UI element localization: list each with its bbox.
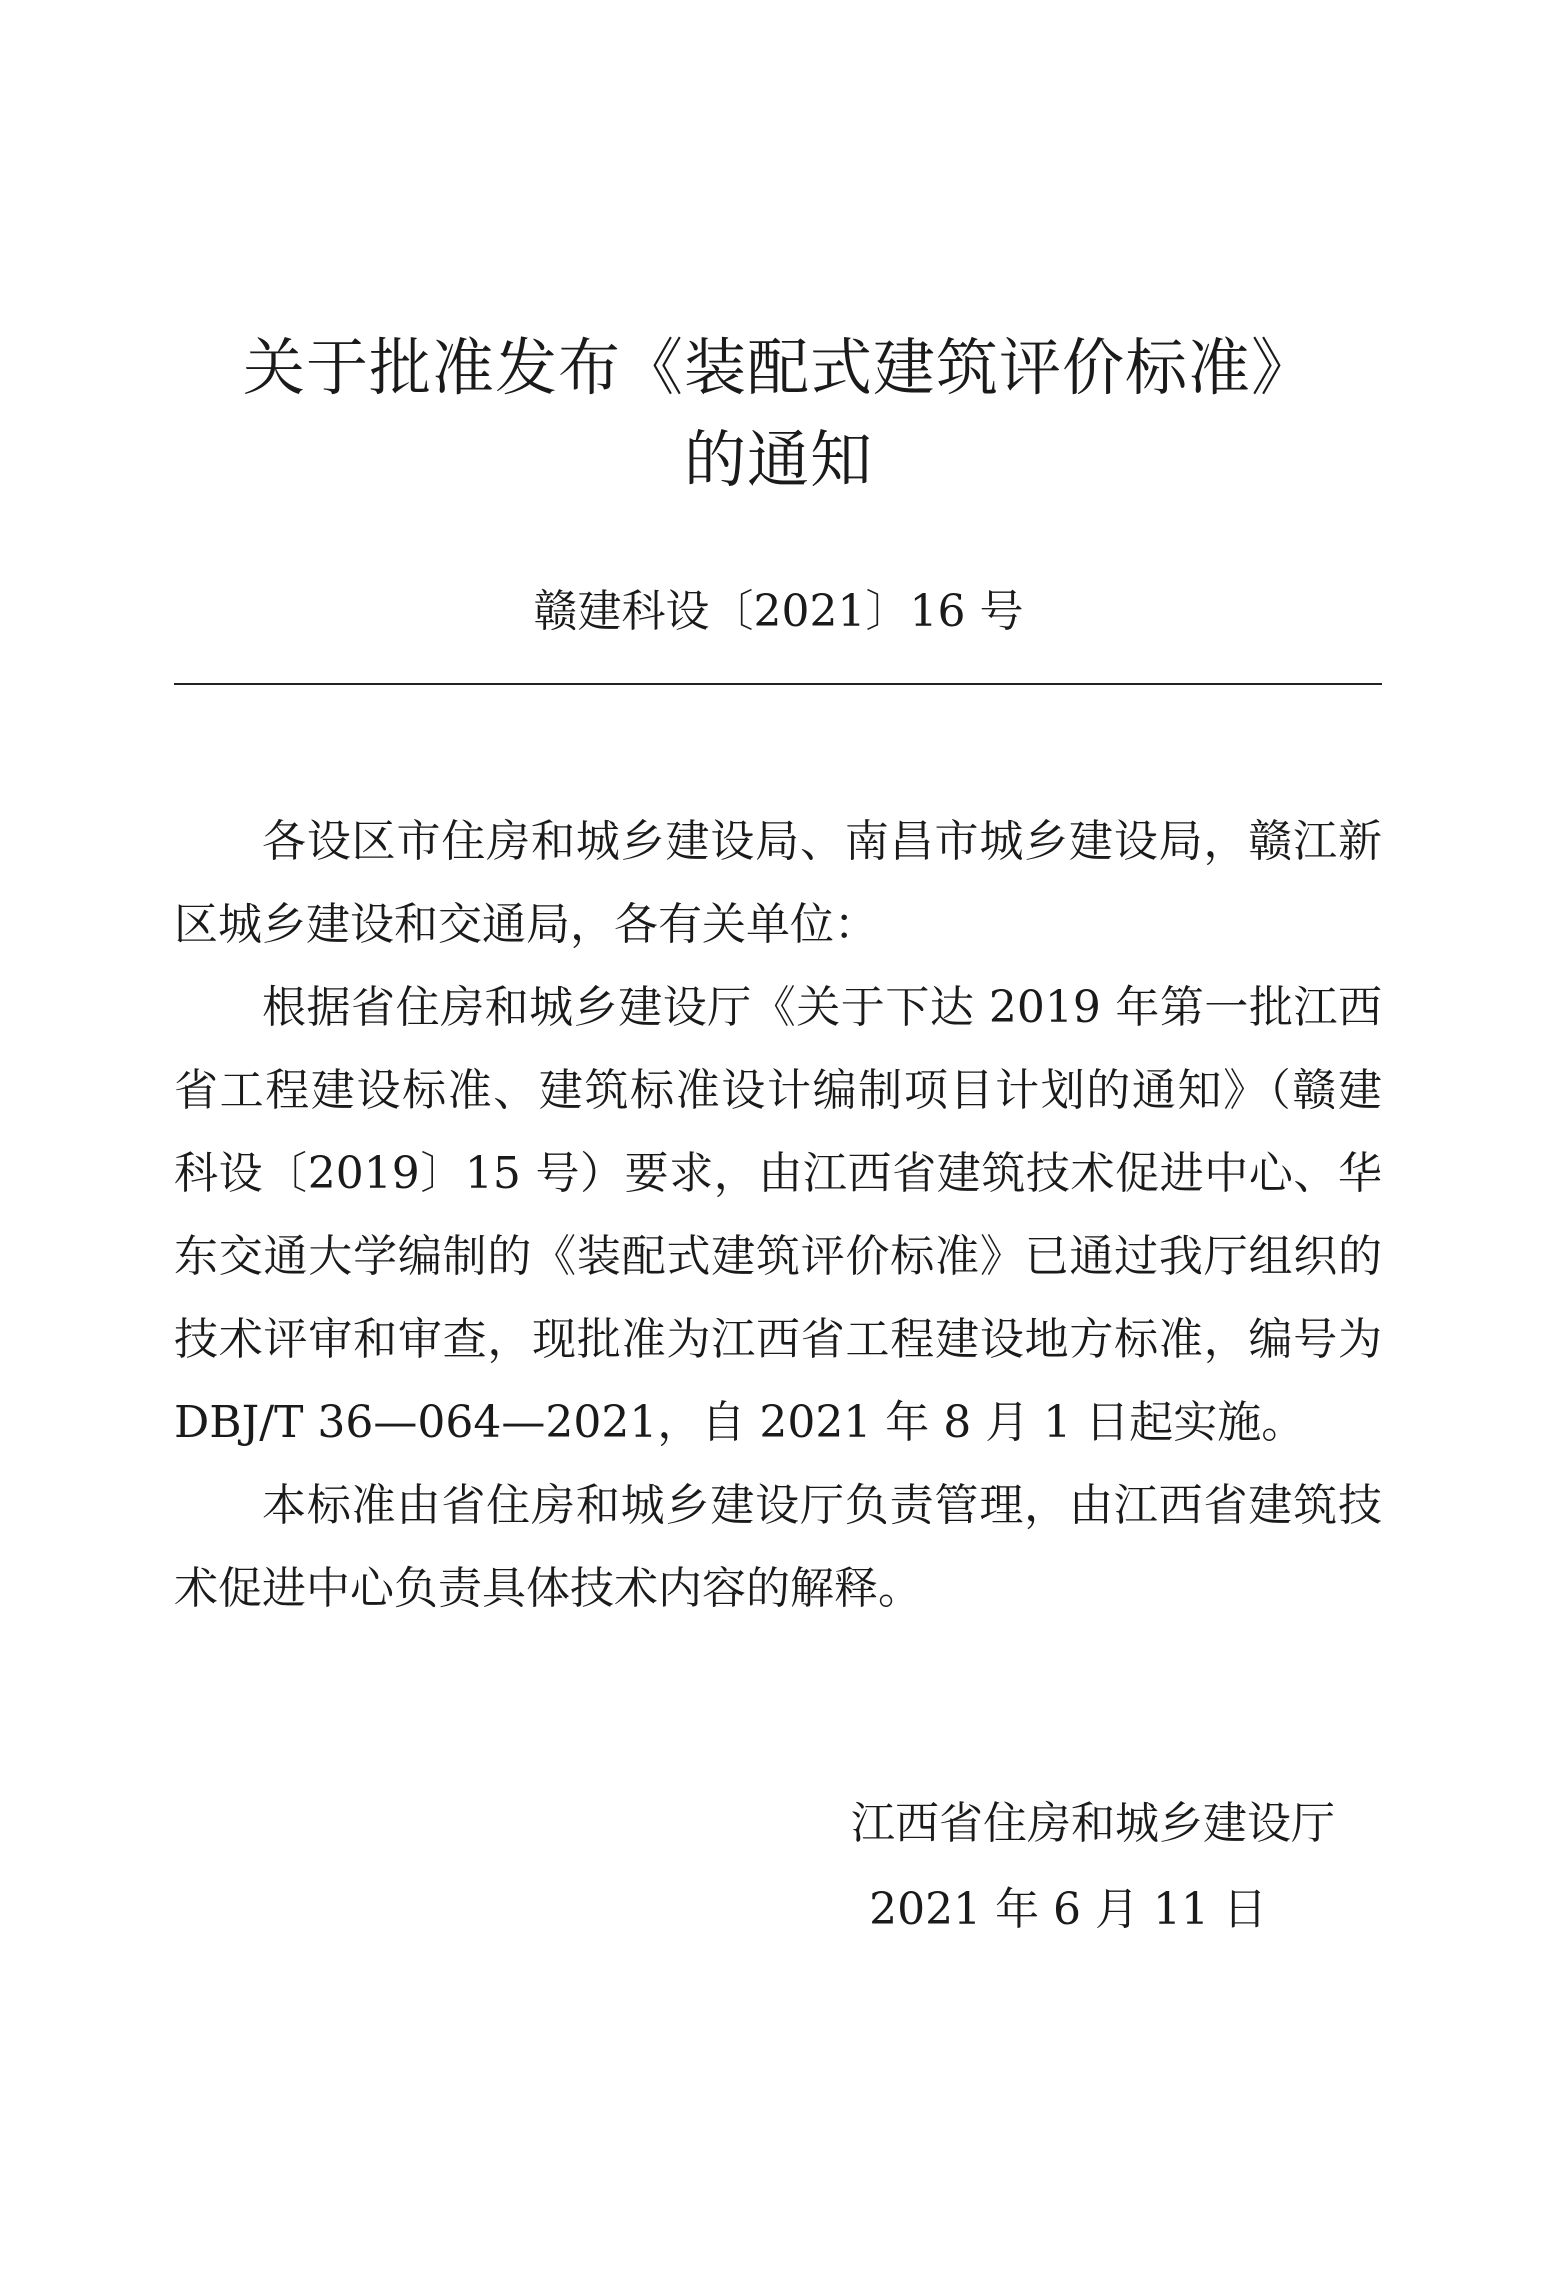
body-paragraph-1: 根据省住房和城乡建设厅《关于下达 2019 年第一批江西省工程建设标准、建筑标准设计编制项目计划的通知》（赣建科设〔2019〕15 号）要求，由江西省建筑技术促进中心、华东交通大学编制的《装配式建筑评价标准》已通过我厅组织的技术评审和审查，现批准为江西省工程建设地方标准，编号为 DBJ/T 36—064—2021，自 2021 年 8 月 1 日起实施。 <box>174 982 1382 1448</box>
document-body <box>174 800 1382 1630</box>
document-number: 赣建科设〔2021〕16 号 <box>533 586 1024 637</box>
header-divider <box>174 683 1382 685</box>
issuer-name: 江西省住房和城乡建设厅 <box>851 1798 1335 1849</box>
salutation: 各设区市住房和城乡建设局、南昌市城乡建设局，赣江新区城乡建设和交通局，各有关单位： <box>174 816 1382 950</box>
body-paragraph-2: 本标准由省住房和城乡建设厅负责管理，由江西省建筑技术促进中心负责具体技术内容的解释。 <box>174 1480 1382 1614</box>
document-title-line-1: 关于批准发布《装配式建筑评价标准》 <box>242 331 1314 404</box>
document-title-line-2: 的通知 <box>683 423 873 496</box>
issue-date: 2021 年 6 月 11 日 <box>869 1884 1267 1935</box>
